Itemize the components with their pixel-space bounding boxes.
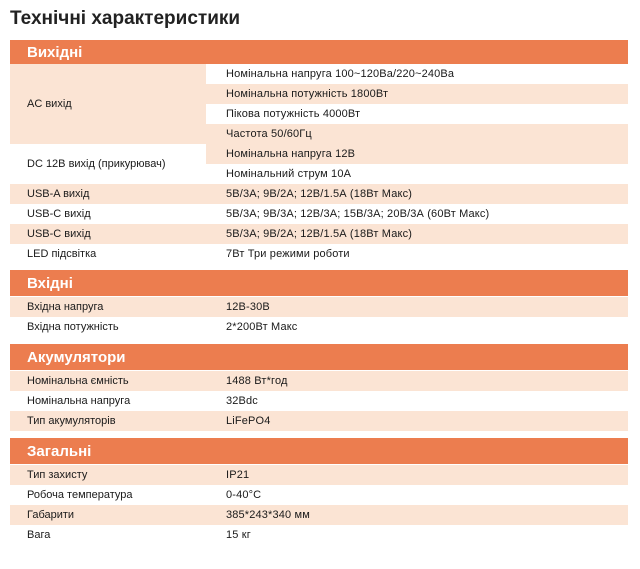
- row-label: Тип захисту: [27, 469, 88, 481]
- dc-output-label: [10, 144, 206, 184]
- row-value: 0-40°C: [226, 489, 262, 501]
- dc-value-text: Номінальний струм 10А: [226, 168, 352, 180]
- row-label: USB-A вихід: [27, 188, 90, 200]
- section-title: Вхідні: [27, 274, 73, 292]
- row-value: 15 кг: [226, 529, 251, 541]
- row-label: Робоча температура: [27, 489, 133, 501]
- table-row: [10, 505, 628, 525]
- row-value: 12В-30В: [226, 301, 270, 313]
- ac-output-label-text: AC вихід: [27, 98, 72, 110]
- dc-output-label-text: DC 12В вихід (прикурювач): [27, 158, 166, 170]
- table-row: [10, 411, 628, 431]
- row-value: 5В/3А; 9В/2А; 12В/1.5А (18Вт Макс): [226, 228, 413, 240]
- dc-output-group: [10, 144, 628, 184]
- dc-value-row: [206, 164, 628, 184]
- ac-value-text: Частота 50/60Гц: [226, 128, 312, 140]
- row-label: Номінальна напруга: [27, 395, 131, 407]
- row-label: LED підсвітка: [27, 248, 97, 260]
- section-header-batteries: [10, 344, 628, 370]
- row-value: 32Bdc: [226, 395, 258, 407]
- table-row: [10, 391, 628, 411]
- dc-value-text: Номінальна напруга 12В: [226, 148, 356, 160]
- table-row: [10, 525, 628, 545]
- section-title: Загальні: [27, 442, 92, 460]
- section-title: Вихідні: [27, 43, 83, 61]
- ac-value-text: Пікова потужність 4000Вт: [226, 108, 361, 120]
- table-row: [10, 204, 628, 224]
- row-label: Габарити: [27, 509, 75, 521]
- table-row: [10, 297, 628, 317]
- section-header-inputs: [10, 270, 628, 296]
- row-label: Вхідна напруга: [27, 301, 104, 313]
- row-label: USB-C вихід: [27, 208, 91, 220]
- ac-value-text: Номінальна потужність 1800Вт: [226, 88, 389, 100]
- row-value: 2*200Вт Макс: [226, 321, 298, 333]
- row-label: Вхідна потужність: [27, 321, 119, 333]
- ac-output-label: [10, 64, 206, 144]
- table-row: [10, 465, 628, 485]
- ac-value-row: [206, 84, 628, 104]
- row-value: 1488 Вт*год: [226, 375, 288, 387]
- dc-value-row: [206, 144, 628, 164]
- table-row: [10, 184, 628, 204]
- row-label: Тип акумуляторів: [27, 415, 116, 427]
- page-title: Технічні характеристики: [10, 8, 241, 29]
- ac-value-row: [206, 64, 628, 84]
- row-label: USB-C вихід: [27, 228, 91, 240]
- table-row: [10, 244, 628, 264]
- table-row: [10, 317, 628, 337]
- table-row: [10, 224, 628, 244]
- row-value: 7Вт Три режими роботи: [226, 248, 350, 260]
- row-value: LiFePO4: [226, 415, 271, 427]
- ac-output-group: [10, 64, 628, 144]
- ac-value-row: [206, 124, 628, 144]
- section-header-general: [10, 438, 628, 464]
- ac-value-text: Номінальна напруга 100~120Ва/220~240Ва: [226, 68, 455, 80]
- row-value: 5В/3А; 9В/3А; 12В/3А; 15В/3А; 20В/3А (60Вт Макс): [226, 208, 490, 220]
- row-label: Номінальна ємність: [27, 375, 129, 387]
- section-title: Акумулятори: [27, 348, 126, 366]
- row-value: 5В/3А; 9В/2А; 12В/1.5А (18Вт Макс): [226, 188, 413, 200]
- section-header-outputs: [10, 40, 628, 64]
- row-value: IP21: [226, 469, 250, 481]
- table-row: [10, 485, 628, 505]
- table-row: [10, 371, 628, 391]
- ac-value-row: [206, 104, 628, 124]
- row-value: 385*243*340 мм: [226, 509, 310, 521]
- row-label: Вага: [27, 529, 51, 541]
